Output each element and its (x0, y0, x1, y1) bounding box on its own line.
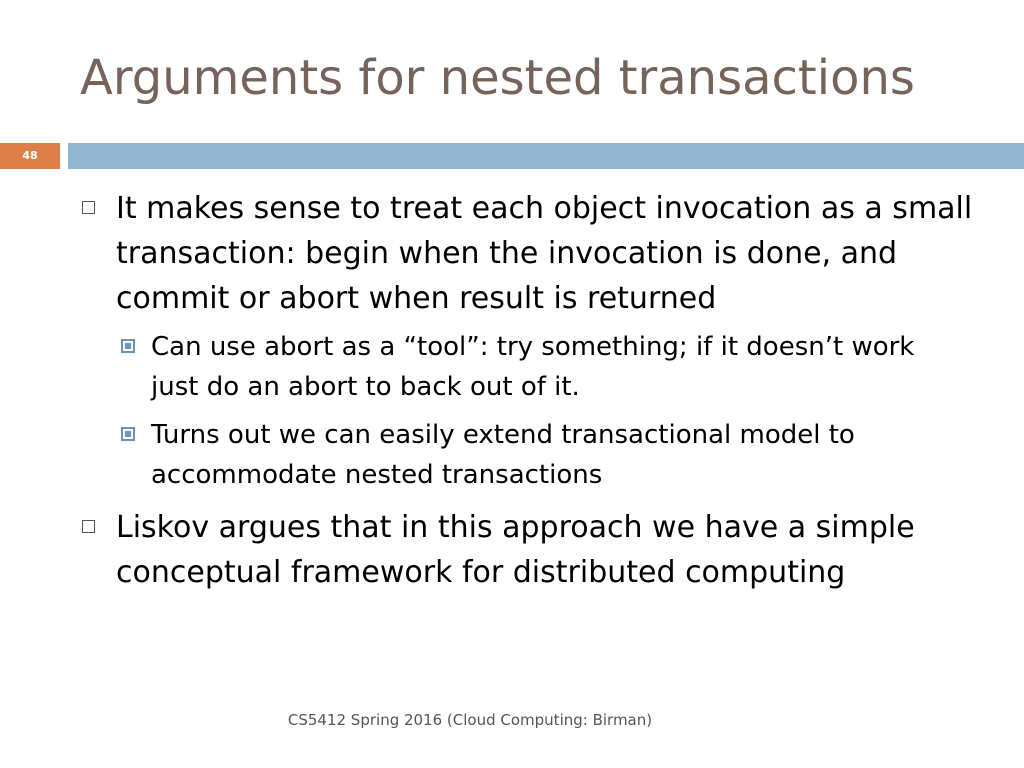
filled-square-bullet-icon (121, 339, 135, 353)
slide-number-badge: 48 (0, 143, 60, 169)
hollow-square-bullet-icon (82, 201, 95, 214)
title-underline-bar (68, 143, 1024, 169)
footer-text: CS5412 Spring 2016 (Cloud Computing: Birman) (287, 711, 653, 729)
hollow-square-bullet-icon (82, 520, 95, 533)
filled-square-bullet-icon (121, 427, 135, 441)
slide-footer (0, 711, 940, 729)
sub-bullet-text: Can use abort as a “tool”: try something; if it doesn’t work just do an abort to back out of it. (151, 332, 915, 402)
bullet-item (116, 186, 976, 321)
sub-bullet-item (151, 415, 951, 495)
bullet-item (116, 505, 976, 595)
bullet-text: Liskov argues that in this approach we have a simple conceptual framework for distributed computing (116, 510, 915, 590)
sub-bullet-item (151, 327, 951, 407)
sub-bullet-text: Turns out we can easily extend transactional model to accommodate nested transactions (151, 420, 855, 490)
bullet-text: It makes sense to treat each object invocation as a small transaction: begin when the invocation is done, and commit or abort when result is returned (116, 191, 973, 316)
slide-title: Arguments for nested transactions (80, 50, 915, 106)
